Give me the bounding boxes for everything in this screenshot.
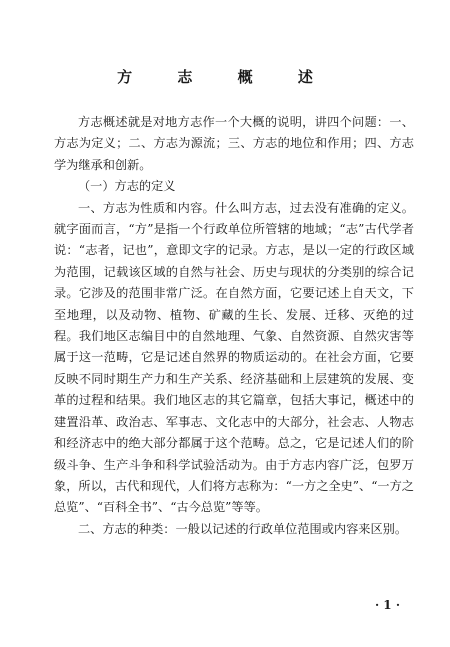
section-heading: （一）方志的定义 [78, 179, 176, 194]
page-title: 方 志 概 述 [117, 68, 333, 86]
paragraph-types: 二、方志的种类：一般以记述的行政单位范围或内容来区别。 [78, 521, 408, 536]
intro-paragraph: 方志概述就是对地方志作一个大概的说明，讲四个问题：一、方志为定义；二、方志为源流；三、方志的地位和作用；四、方志学为继承和创新。 [54, 115, 414, 172]
body-text [54, 112, 414, 540]
paragraph-definition: 一、方志为性质和内容。什么叫方志，过去没有准确的定义。就字面而言，“方”是指一个行政单位所管辖的地域；“志”古代学者说：“志者，记也”，意即文字的记录。方志，是以一定的行政区域为范围，记载该区域的自然与社会、历史与现状的分类别的综合记录。它涉及的范围非常广泛。在自然方面，它要记述上自天文，下至地理，以及动物、植物、矿藏的生长、发展、迁移、灭绝的过程。我们地区志编目中的自然地理、气象、自然资源、自然灾害等属于这一范畴，它是记述自然界的物质运动的。在社会方面，它要反映不同时期生产力和生产关系、经济基础和上层建筑的发展、变革的过程和结果。我们地区志的其它篇章，包括大事记，概述中的建置沿革、政治志、军事志、文化志中的大部分，社会志、人物志和经济志中的绝大部分都属于这个范畴。总之，它是记述人们的阶级斗争、生产斗争和科学试验活动为。由于方志内容广泛，包罗万象，所以，古代和现代，人们将方志称为：“一方之全史”、“一方之总览”、“百科全书”、“古今总览”等等。 [54, 200, 414, 515]
page-number: · 1 · [374, 598, 400, 612]
